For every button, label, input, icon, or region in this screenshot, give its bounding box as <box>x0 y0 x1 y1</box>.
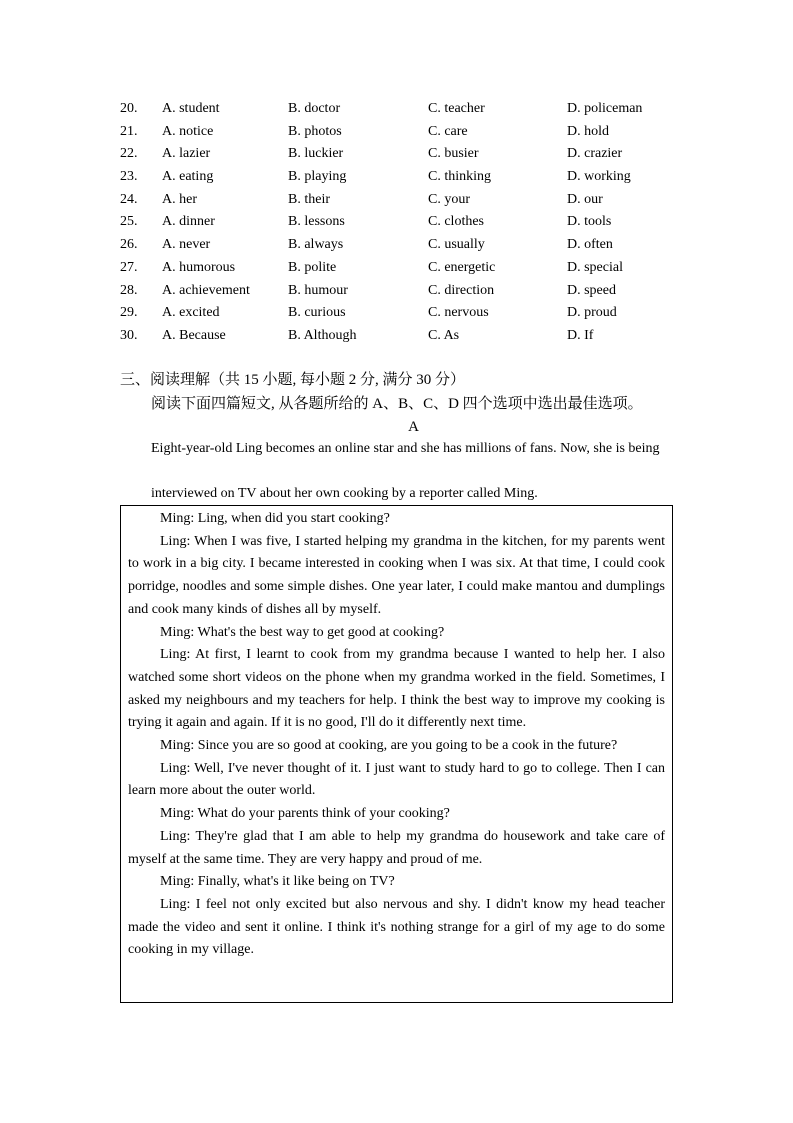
option-a: A. achievement <box>162 282 250 298</box>
passage-intro: Eight-year-old Ling becomes an online star and she has millions of fans. Now, she is being <box>151 441 660 456</box>
dialog-line: Ming: Finally, what's it like being on TV? <box>160 874 395 890</box>
question-number: 29. <box>120 305 138 321</box>
dialog-line: Ling: At first, I learnt to cook from my grandma because I wanted to help her. I also watched some short videos on the phone when my grandma worked in the field. Sometimes, I asked my neighbours and my teachers for help. I think the best way to improve my cooking is trying it again and again. If it is no good, I'll do it differently next time. <box>128 647 665 731</box>
option-b: B. always <box>288 237 344 253</box>
passage-letter: A <box>408 419 419 435</box>
option-d: D. often <box>567 237 613 253</box>
dialog-line: Ming: Since you are so good at cooking, are you going to be a cook in the future? <box>160 738 618 754</box>
option-a: A. her <box>162 191 197 207</box>
option-d: D. If <box>567 327 594 343</box>
question-number: 25. <box>120 214 138 230</box>
option-c: C. teacher <box>428 101 485 116</box>
section-title: 三、阅读理解（共 15 小题, 每小题 2 分, 满分 30 分） <box>120 372 466 388</box>
option-a: A. humorous <box>162 259 236 275</box>
option-row <box>120 98 680 121</box>
question-number: 27. <box>120 259 138 275</box>
option-a: A. lazier <box>162 146 211 162</box>
option-b: B. polite <box>288 259 337 275</box>
option-b: B. curious <box>288 305 346 321</box>
dialog-line: Ling: Well, I've never thought of it. I just want to study hard to go to college. Then I can learn more about the outer world. <box>128 760 665 799</box>
option-b: B. lessons <box>288 214 345 230</box>
option-row <box>120 143 680 166</box>
option-d: D. working <box>567 169 631 185</box>
cloze-options <box>120 98 680 348</box>
dialog-line: Ming: What's the best way to get good at cooking? <box>160 624 445 640</box>
question-number: 21. <box>120 123 138 139</box>
option-row <box>120 280 680 303</box>
option-d: D. crazier <box>567 146 623 162</box>
option-b: B. photos <box>288 123 342 139</box>
question-number: 20. <box>120 101 138 116</box>
option-row <box>120 211 680 234</box>
option-c: C. nervous <box>428 305 489 321</box>
option-d: D. special <box>567 259 623 275</box>
option-d: D. our <box>567 191 603 207</box>
option-row <box>120 166 680 189</box>
option-row <box>120 325 680 348</box>
question-number: 22. <box>120 146 138 162</box>
option-c: C. care <box>428 123 468 139</box>
question-number: 24. <box>120 191 138 207</box>
option-b: B. playing <box>288 169 347 185</box>
option-b: B. Although <box>288 327 357 343</box>
option-b: B. their <box>288 191 330 207</box>
section-instruction: 阅读下面四篇短文, 从各题所给的 A、B、C、D 四个选项中选出最佳选项。 <box>151 396 643 412</box>
dialog-line: Ming: What do your parents think of your cooking? <box>160 806 450 822</box>
question-number: 28. <box>120 282 138 298</box>
question-number: 23. <box>120 169 138 185</box>
option-c: C. energetic <box>428 259 496 275</box>
option-d: D. tools <box>567 214 612 230</box>
option-d: D. hold <box>567 123 609 139</box>
option-row <box>120 234 680 257</box>
option-row <box>120 257 680 280</box>
option-c: C. clothes <box>428 214 484 230</box>
option-c: C. your <box>428 191 470 207</box>
option-b: B. doctor <box>288 101 341 116</box>
option-row <box>120 189 680 212</box>
question-number: 26. <box>120 237 138 253</box>
option-a: A. eating <box>162 169 214 185</box>
option-b: B. humour <box>288 282 348 298</box>
dialog-line: Ling: When I was five, I started helping my grandma in the kitchen, for my parents went to work in a big city. I became interested in cooking when I was six. At that time, I could cook porridge, noodles and some simple dishes. One year later, I could make mantou and dumplings and cook many kinds of dishes all by myself. <box>128 533 665 617</box>
option-row <box>120 121 680 144</box>
passage-intro-continued: interviewed on TV about her own cooking by a reporter called Ming. <box>151 486 538 501</box>
dialog-line: Ling: I feel not only excited but also nervous and shy. I didn't know my head teacher made the video and sent it online. I think it's nothing strange for a girl of my age to do some cooking in my village. <box>128 896 665 958</box>
option-c: C. thinking <box>428 169 492 185</box>
dialog-line: Ling: They're glad that I am able to help my grandma do housework and take care of myself at the same time. They are very happy and proud of me. <box>128 828 665 867</box>
option-c: C. busier <box>428 146 479 162</box>
option-a: A. dinner <box>162 214 215 230</box>
option-c: C. As <box>428 327 460 343</box>
dialog-line: Ming: Ling, when did you start cooking? <box>160 511 390 526</box>
option-a: A. excited <box>162 305 220 321</box>
option-a: A. student <box>162 101 220 116</box>
option-d: D. speed <box>567 282 616 298</box>
interview-box <box>120 505 673 1003</box>
question-number: 30. <box>120 327 138 343</box>
option-a: A. Because <box>162 327 226 343</box>
option-row <box>120 302 680 325</box>
option-d: D. proud <box>567 305 617 321</box>
option-c: C. direction <box>428 282 495 298</box>
option-a: A. notice <box>162 123 214 139</box>
option-c: C. usually <box>428 237 485 253</box>
option-b: B. luckier <box>288 146 344 162</box>
option-d: D. policeman <box>567 101 643 116</box>
option-a: A. never <box>162 237 211 253</box>
interview-dialog <box>128 508 665 962</box>
